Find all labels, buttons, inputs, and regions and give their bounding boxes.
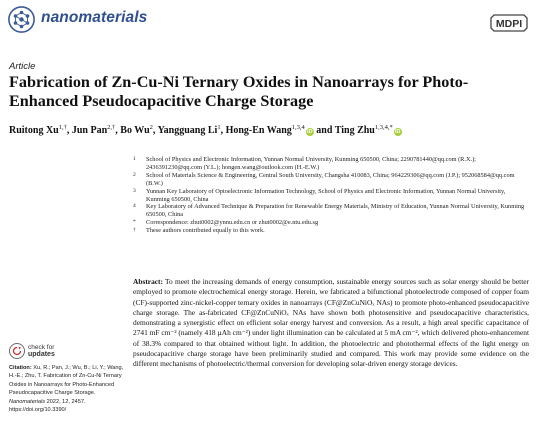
author-name[interactable]: Ting Zhu [334,125,375,136]
check-updates-icon [9,343,25,359]
author-name[interactable]: Jun Pan [71,125,108,136]
author-affiliation-marker: 1 [217,124,221,131]
affiliation-marker: † [133,227,136,234]
affiliations [133,156,528,235]
citation-text: Xu, R.; Pan, J.; Wu, B.; Li, Y.; Wang, H.-E.; Zhu, T. Fabrication of Zn-Cu-Ni Ternary Oxides in Nanoarrays for Photo-Enhanced Pseudocapacitive Charge Storage. [9,365,124,397]
citation-journal: Nanomaterials [9,398,46,405]
mdpi-logo[interactable] [490,12,528,34]
citation-doi-link[interactable]: https://doi.org/10.3390/ [9,407,67,414]
author-affiliation-marker: 1,3,4,* [374,124,393,131]
author-separator: , [152,125,158,136]
affiliation-marker: * [133,219,136,226]
author-name[interactable]: Hong-En Wang [225,125,292,136]
author-affiliation-marker: 1,† [58,124,67,131]
citation-label: Citation: [9,365,32,371]
affiliation-item [133,188,528,204]
article-type: Article [9,61,36,72]
affiliation-marker: 4 [133,203,136,210]
author-name[interactable]: Ruitong Xu [9,125,59,136]
affiliation-item [133,172,528,188]
author-separator: and [313,125,335,136]
author-name[interactable]: Bo Wu [120,125,150,136]
affiliation-text: These authors contributed equally to this work. [146,227,265,235]
nanomaterials-logo-icon [8,6,35,33]
author-name[interactable]: Yangguang Li [157,125,218,136]
citation [9,364,124,406]
abstract [133,277,529,369]
check-updates-line1: check for [28,344,55,351]
affiliation-item [133,227,528,235]
affiliation-marker: 3 [133,187,136,194]
abstract-text: To meet the increasing demands of energy consumption, sustainable energy sources such as solar energy should be better employed to promote electrochemical energy storage. Herein, we fabricated a bifunctional photoelectrode composed of copper foam (CF)-supported zinc-nickel-copper ternary oxides in nanoarrays (CF@ZnCuNiOₓ NAs) to promote photo-enhanced pseudocapacitive charge storage. The as-fabricated CF@ZnCuNiOₓ NAs have shown both photosensitive and pseudocapacitive characteristics, demonstrating a synergistic effect on efficient solar energy harvest and conversion. As a result, a high areal specific capacitance of 2741 mF cm⁻² (namely 418 µAh cm⁻²) under light illumination can be calculated at 5 mA cm⁻², which delivered photo-enhancement of 38.3% compared to that obtained without light. In addition, the photoelectric and photothermal effects of the light energy on pseudocapacitive charge storage have been preliminarily studied and compared. This work may provide some evidence on the different mechanisms of photoelectric/thermal conversion for developing solar-driven energy storage devices. [133,277,529,368]
article-title: Fabrication of Zn-Cu-Ni Ternary Oxides in Nanoarrays for Photo-Enhanced Pseudocapacitive Charge Storage [9,73,469,110]
affiliation-text: Yunnan Key Laboratory of Optoelectronic Information Technology, School of Physics and Electronic Information, Yunnan Normal University, Kunming 650500, China [146,187,506,203]
affiliation-text: Correspondence: zhut0002@ynnu.edu.cn or zhut0002@e.ntu.edu.sg [146,219,319,227]
affiliation-item [133,203,528,219]
orcid-icon[interactable]: iD [307,129,313,135]
citation-journal-rest: 2022, 12, 2457. [45,398,86,405]
author-separator: , [220,125,226,136]
check-updates-line2: updates [28,351,55,358]
affiliation-text: School of Physics and Electronic Information, Yunnan Normal University, Kunming 650500, China; 2290781440@qq.com (R.X.); 2436391230@qq.com (Y.L.); hongen.wang@outlook.com (H.-E.W.) [146,156,476,171]
affiliation-marker: 2 [133,171,136,178]
journal-name[interactable]: nanomaterials [41,9,148,26]
check-for-updates-badge[interactable] [9,343,124,359]
author-affiliation-marker: 2 [149,124,153,131]
sidebar [9,343,124,414]
affiliation-text: Key Laboratory of Advanced Technique & Preparation for Renewable Energy Materials, Ministry of Education, Yunnan Normal University, Kunming 650500, China [146,203,525,219]
affiliation-marker: 1 [133,156,136,162]
orcid-icon[interactable]: iD [395,129,401,135]
abstract-label: Abstract: [133,277,163,286]
author-separator: , [115,125,121,136]
author-list [9,124,534,136]
mdpi-logo-text: MDPI [495,18,523,30]
affiliation-text: School of Materials Science & Engineering, Central South University, Changsha 410083, China; 964229306@qq.com (J.P.); 952068584@qq.com (B.W.) [146,171,515,187]
affiliation-item [133,219,528,227]
author-affiliation-marker: 2,† [107,124,116,131]
affiliation-item [133,156,528,172]
author-separator: , [66,125,72,136]
author-affiliation-marker: 1,3,4 [291,124,305,131]
